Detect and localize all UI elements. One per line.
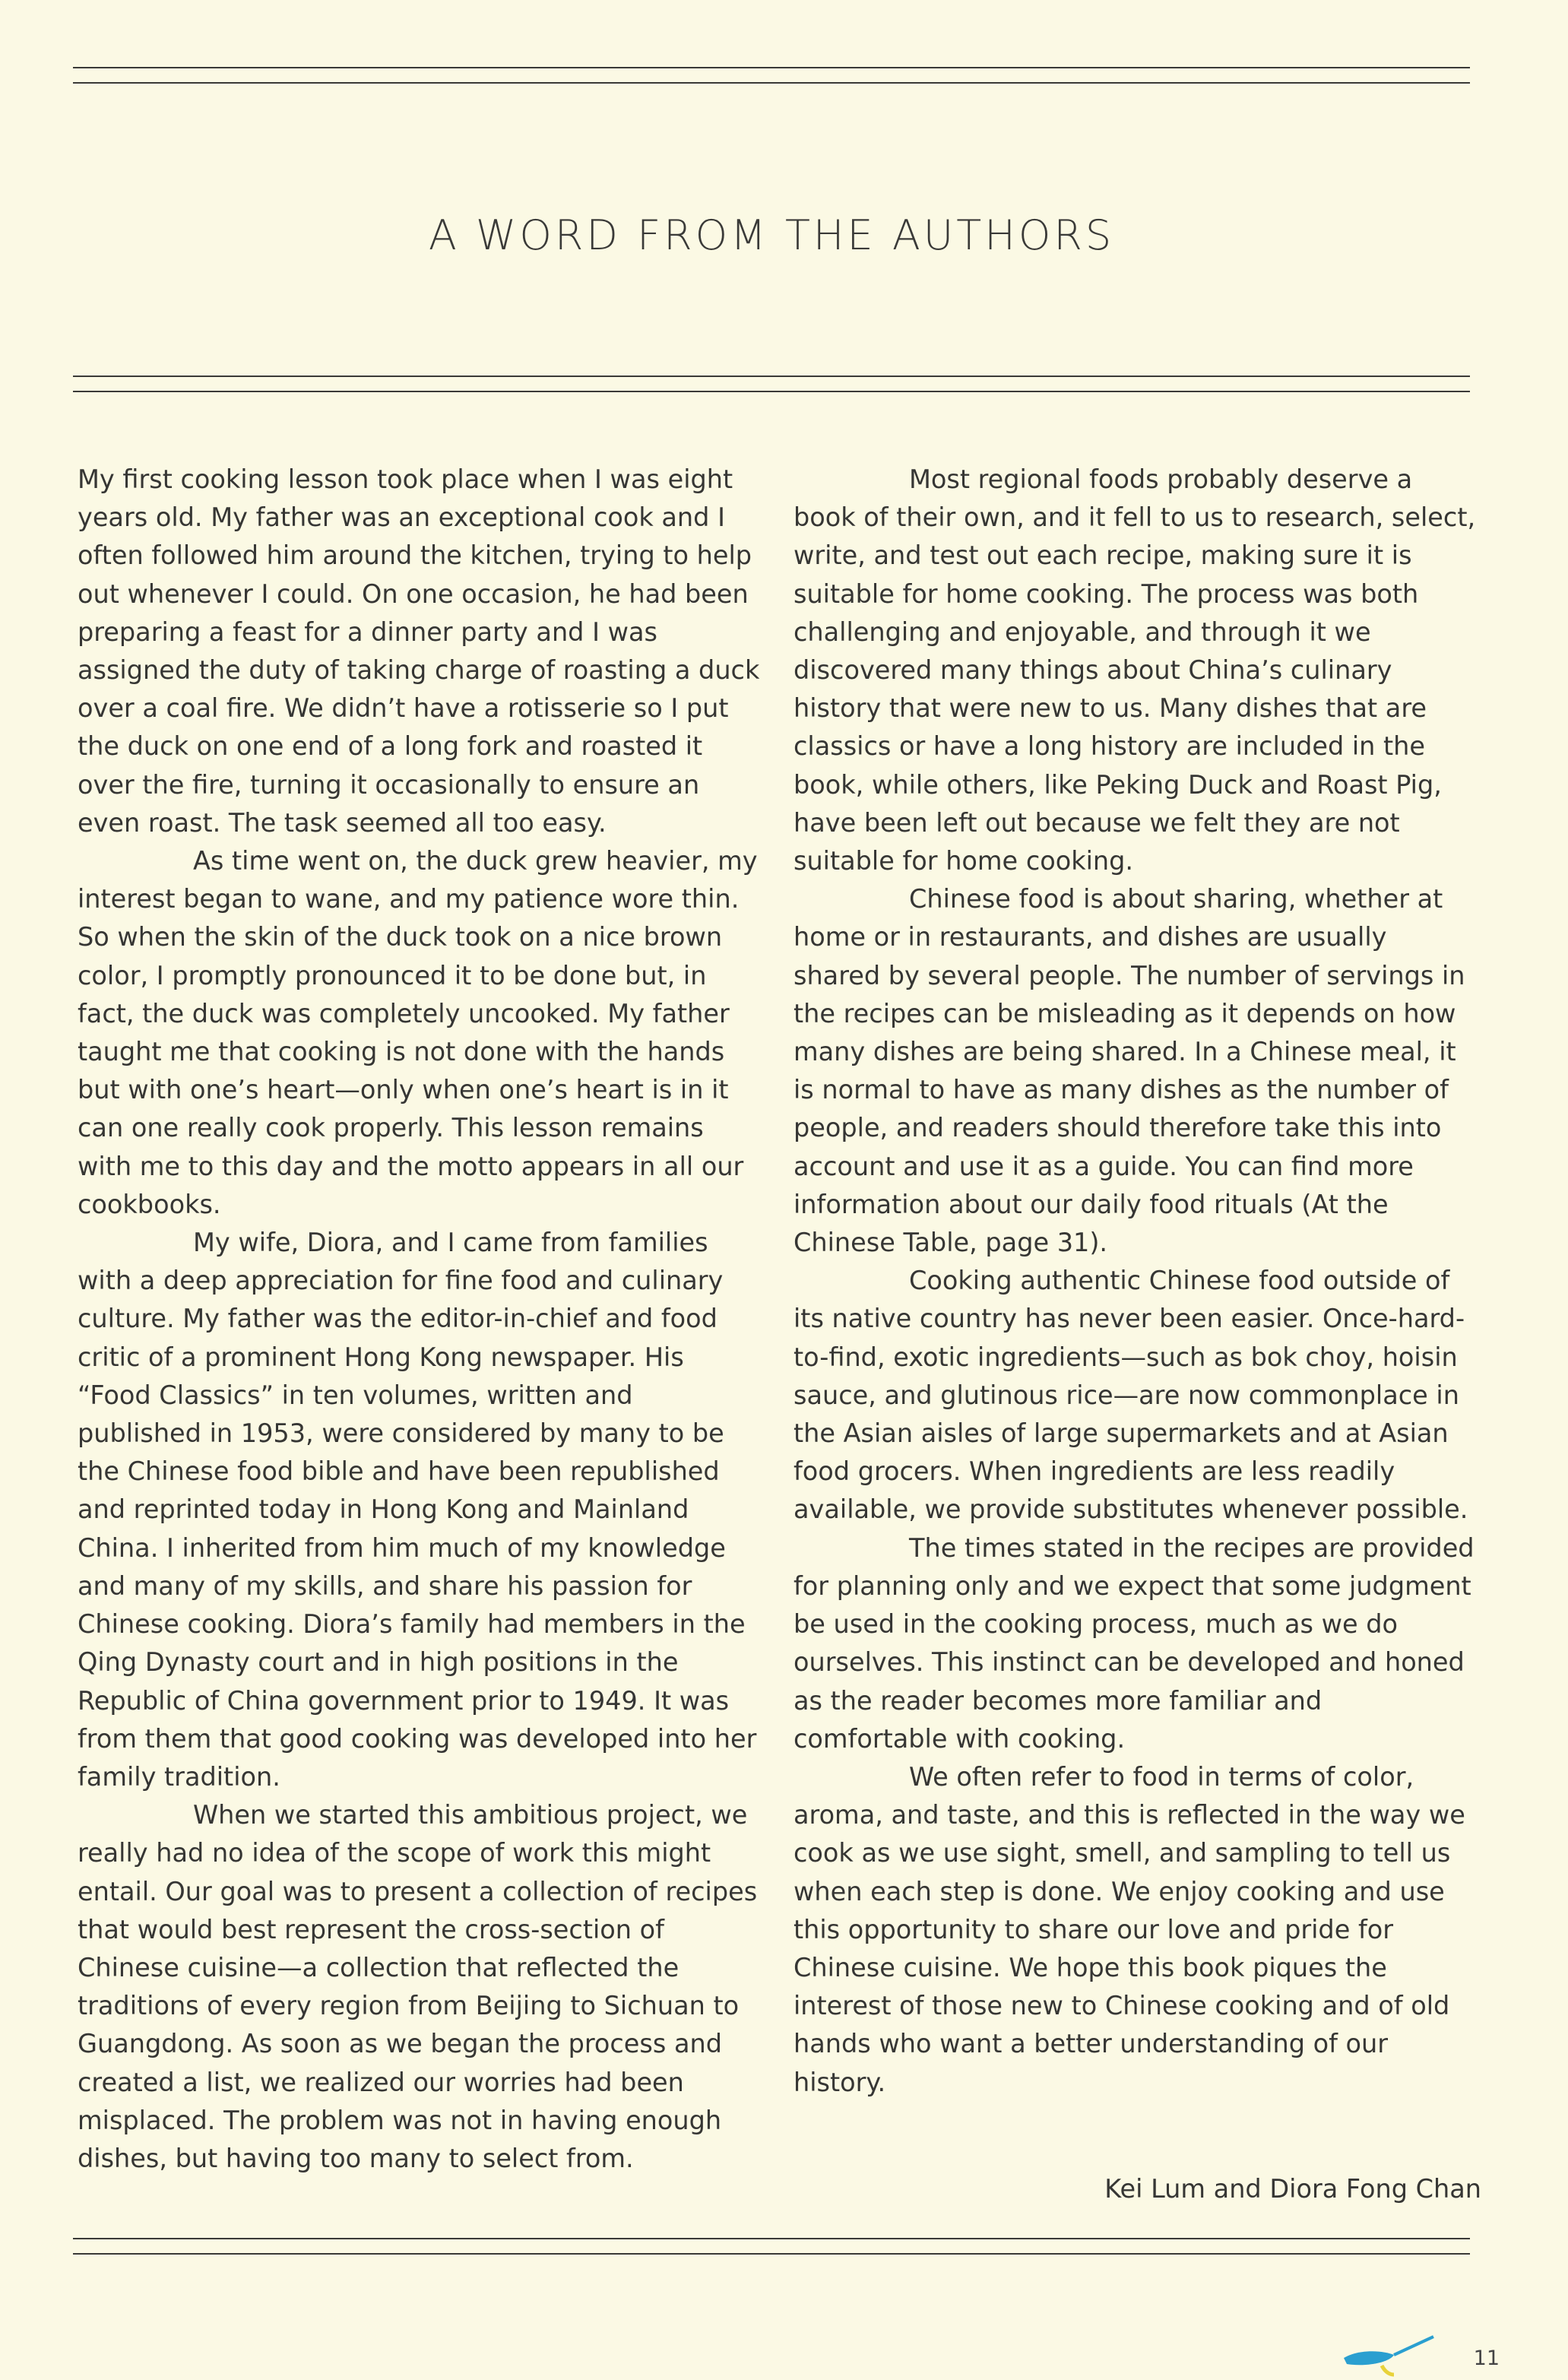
left-column [78,461,762,2178]
left-paragraph-1: My first cooking lesson took place when I was eight years old. My father was an exceptional cook and I often followed him around the kitchen, trying to help out whenever I could. On one occasion, he had been preparing a feast for a dinner party and I was assigned the duty of taking charge of roasting a duck over a coal fire. We didn’t have a rotisserie so I put the duck on one end of a long fork and roasted it over the fire, turning it occasionally to ensure an even roast. The task seemed all too easy. [78,464,760,838]
spoon-icon [1336,2332,1443,2378]
left-paragraph-3: My wife, Diora, and I came from families with a deep appreciation for fine food and culinary culture. My father was the editor-in-chief and food critic of a prominent Hong Kong newspaper. His “Food Classics” in ten volumes, written and published in 1953, were considered by many to be the Chinese food bible and have been republished and reprinted today in Hong Kong and Mainland China. I inherited from him much of my knowledge and many of my skills, and share his passion for Chinese cooking. Diora’s family had members in the Qing Dynasty court and in high positions in the Republic of China government prior to 1949. It was from them that good cooking was developed into her family tradition. [78,1228,757,1792]
right-paragraph-2: Chinese food is about sharing, whether at home or in restaurants, and dishes are usually shared by several people. The number of servings in the recipes can be misleading as it depends on how many dishes are being shared. In a Chinese meal, it is normal to have as many dishes as the number of people, and readers should therefore take this into account and use it as a guide. You can find more information about our daily food rituals (At the Chinese Table, page 31). [794,884,1465,1258]
page-number: 11 [1473,2347,1500,2370]
right-paragraph-4: The times stated in the recipes are provided for planning only and we expect that some judgment be used in the cooking process, much as we do ourselves. This instinct can be developed and honed as the reader becomes more familiar and comfortable with cooking. [794,1532,1475,1754]
right-paragraph-5: We often refer to food in terms of color, aroma, and taste, and this is reflected in the way we cook as we use sight, smell, and sampling to tell us when each step is done. We enjoy cooking and use this opportunity to share our love and pride for Chinese cuisine. We hope this book piques the interest of those new to Chinese cooking and of old hands who want a better understanding of our history. [794,1761,1465,2097]
page-title: A WORD FROM THE AUTHORS [428,211,1115,259]
left-paragraph-4: When we started this ambitious project, we really had no idea of the scope of work this might entail. Our goal was to present a collection of recipes that would best represent the cross-section of Chinese cuisine—a collection that reflected the traditions of every region from Beijing to Sichuan to Guangdong. As soon as we began the process and created a list, we realized our worries had been misplaced. The problem was not in having enough dishes, but having too many to select from. [78,1800,758,2173]
left-paragraph-2: As time went on, the duck grew heavier, my interest began to wane, and my patience wore thin. So when the skin of the duck took on a nice brown color, I promptly pronounced it to be done but, in fact, the duck was completely uncooked. My father taught me that cooking is not done with the hands but with one’s heart—only when one’s heart is in it can one really cook properly. This lesson remains with me to this day and the motto appears in all our cookbooks. [78,846,758,1219]
right-paragraph-3: Cooking authentic Chinese food outside of its native country has never been easier. Once-hard-to-find, exotic ingredients—such as bok choy, hoisin sauce, and glutinous rice—are now commonplace in the Asian aisles of large supermarkets and at Asian food grocers. When ingredients are less readily available, we provide substitutes whenever possible. [794,1266,1468,1525]
right-paragraph-1: Most regional foods probably deserve a book of their own, and it fell to us to research, select, write, and test out each recipe, making sure it is suitable for home cooking. The process was both challenging and enjoyable, and through it we discovered many things about China’s culinary history that were new to us. Many dishes that are classics or have a long history are included in the book, while others, like Peking Duck and Roast Pig, have been left out because we felt they are not suitable for home cooking. [794,464,1476,876]
right-column [794,461,1478,2102]
author-signature: Kei Lum and Diora Fong Chan [1104,2174,1481,2204]
